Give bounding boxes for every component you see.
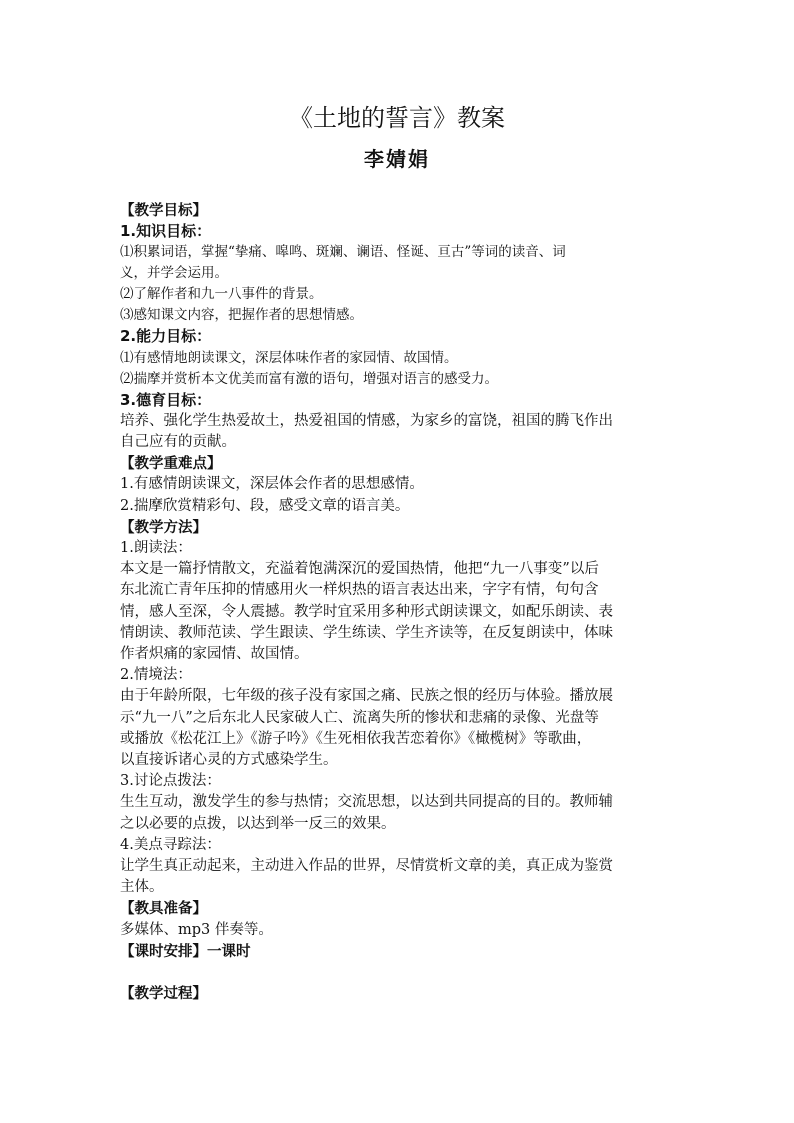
- heading-schedule: 【课时安排】一课时: [120, 942, 251, 960]
- heading-materials: 【教具准备】: [120, 900, 207, 918]
- document-body: [120, 200, 676, 1004]
- body-line: 2.揣摩欣赏精彩句、段，感受文章的语言美。: [120, 497, 410, 514]
- body-line: 主体。: [120, 879, 164, 896]
- document-title: 《土地的誓言》教案: [289, 104, 505, 132]
- goal-line: ⑵揣摩并赏析本文优美而富有激的语句，增强对语言的感受力。: [120, 370, 498, 387]
- body-line: 示“九一八”之后东北人民家破人亡、流离失所的惨状和悲痛的录像、光盘等: [120, 709, 599, 726]
- body-line: 情，感人至深，令人震撼。教学时宜采用多种形式朗读课文，如配乐朗读、表: [120, 603, 613, 620]
- body-line: 多媒体、mp3 伴奏等。: [120, 921, 273, 938]
- heading-methods: 【教学方法】: [120, 518, 207, 536]
- body-line: 由于年龄所限，七年级的孩子没有家国之痛、民族之恨的经历与体验。播放展: [120, 688, 613, 705]
- body-line: 情朗读、教师范读、学生跟读、学生练读、学生齐读等，在反复朗读中，体味: [120, 624, 613, 641]
- heading-teaching-goals: 【教学目标】: [120, 202, 207, 219]
- body-line: 之以必要的点拨，以达到举一反三的效果。: [120, 815, 396, 832]
- goal-line: 义，并学会运用。: [120, 265, 228, 282]
- heading-key-points: 【教学重难点】: [120, 455, 222, 473]
- body-line: 培养、强化学生热爱故土，热爱祖国的情感，为家乡的富饶，祖国的腾飞作出: [120, 412, 613, 429]
- body-line: 或播放《松花江上》《游子吟》《生死相依我苦恋着你》《橄榄树》等歌曲，: [120, 730, 592, 747]
- heading-process: 【教学过程】: [120, 985, 207, 1003]
- goal-line: ⑶感知课文内容，把握作者的思想情感。: [120, 307, 363, 324]
- subheading-knowledge-goals: 1.知识目标：: [120, 222, 212, 241]
- blank-line: [120, 962, 676, 983]
- body-line: 让学生真正动起来，主动进入作品的世界，尽情赏析文章的美，真正成为鉴赏: [120, 858, 613, 875]
- goal-line: ⑵了解作者和九一八事件的背景。: [120, 286, 323, 303]
- body-line: 本文是一篇抒情散文，充溢着饱满深沉的爱国热情，他把“九一八事变”以后: [120, 561, 599, 578]
- goal-line: ⑴积累词语，掌握“挚痛、嗥鸣、斑斓、谰语、怪诞、亘古”等词的读音、词: [120, 244, 566, 261]
- author-name: 李婧娟: [364, 147, 430, 171]
- body-line: 作者炽痛的家园情、故国情。: [120, 646, 309, 663]
- body-line: 自己应有的贡献。: [120, 434, 236, 451]
- body-line: 东北流亡青年压抑的情感用火一样炽热的语言表达出来，字字有情，句句含: [120, 582, 599, 599]
- subheading-moral-goals: 3.德育目标：: [120, 390, 212, 409]
- method-title: 2.情境法：: [120, 667, 192, 684]
- method-title: 3.讨论点拨法：: [120, 773, 221, 790]
- method-title: 1.朗读法：: [120, 540, 192, 557]
- body-line: 以直接诉诸心灵的方式感染学生。: [120, 752, 338, 769]
- subheading-ability-goals: 2.能力目标：: [120, 327, 212, 346]
- goal-line: ⑴有感情地朗读课文，深层体味作者的家园情、故国情。: [120, 349, 458, 366]
- body-line: 1.有感情朗读课文，深层体会作者的思想感情。: [120, 476, 424, 493]
- body-line: 生生互动，激发学生的参与热情；交流思想，以达到共同提高的目的。教师辅: [120, 794, 613, 811]
- method-title: 4.美点寻踪法：: [120, 836, 221, 853]
